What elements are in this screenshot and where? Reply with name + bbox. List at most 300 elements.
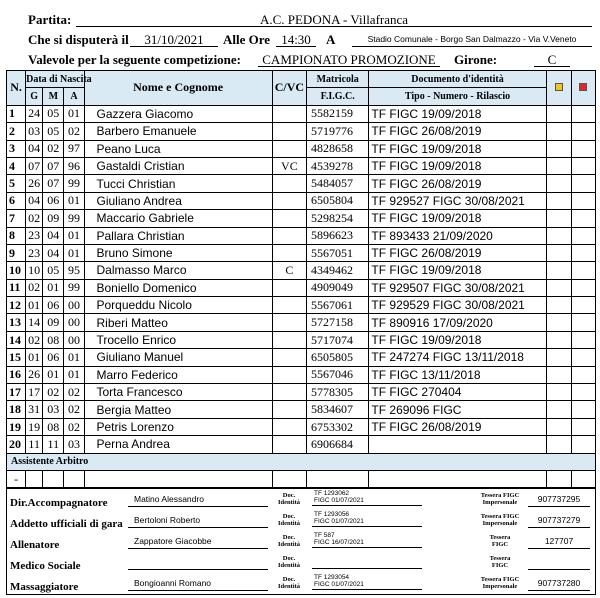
matricola-figc: 5717074 — [306, 331, 368, 348]
birth-month: 01 — [43, 279, 64, 296]
tessera-label-1: Tessera — [489, 555, 511, 562]
player-row — [7, 244, 596, 261]
player-name: Petris Lorenzo — [84, 418, 272, 435]
staff-role: Allenatore — [10, 539, 60, 551]
identity-document: TF 247274 FIGC 13/11/2018 — [369, 349, 546, 366]
tessera-label-1: Tessera FIGC — [480, 576, 520, 583]
matricola-figc: 5896623 — [306, 227, 368, 244]
empty-cell — [272, 470, 306, 487]
date-value: 31/10/2021 — [130, 32, 218, 47]
birth-day: 14 — [26, 314, 43, 331]
birth-day: 01 — [26, 349, 43, 366]
red-card-cell — [571, 279, 595, 296]
birth-year: 02 — [64, 384, 84, 401]
player-name: Gastaldi Cristian — [84, 157, 272, 174]
col-tipo-header: Tipo - Numero - Rilascio — [369, 88, 546, 105]
birth-month: 11 — [43, 436, 64, 453]
player-row — [7, 366, 596, 383]
player-name: Porqueddu Nicolo — [84, 297, 272, 314]
yellow-card-cell — [546, 401, 571, 418]
doc-label — [278, 534, 300, 548]
identity-document: TF FIGC 26/08/2019 — [369, 123, 546, 140]
yellow-card-cell — [546, 384, 571, 401]
player-name: Maccario Gabriele — [84, 210, 272, 227]
birth-year: 01 — [64, 244, 84, 261]
col-matricola-header: Matricola — [306, 71, 368, 88]
doc-value-2: FIGC 01/07/2021 — [314, 497, 364, 504]
col-data-nascita-header: Data di Nascita — [26, 71, 84, 88]
matricola-figc: 5582159 — [306, 105, 368, 122]
players-table — [6, 70, 596, 488]
assistente-label: Assistente Arbitro — [7, 453, 596, 470]
red-card-header — [571, 71, 595, 106]
staff-row — [6, 555, 596, 577]
player-row — [7, 123, 596, 140]
yellow-card-icon — [555, 83, 563, 91]
birth-year: 02 — [64, 401, 84, 418]
red-card-cell — [571, 210, 595, 227]
staff-role: Massaggiatore — [10, 581, 79, 593]
tessera-value: 907737295 — [528, 494, 590, 507]
birth-year: 99 — [64, 210, 84, 227]
player-number: 14 — [7, 331, 26, 348]
birth-year: 00 — [64, 297, 84, 314]
matricola-figc: 5778305 — [306, 384, 368, 401]
identity-document: TF 929529 FIGC 30/08/2021 — [369, 297, 546, 314]
player-name: Barbero Emanuele — [84, 123, 272, 140]
captain-role — [272, 123, 306, 140]
birth-year: 01 — [64, 349, 84, 366]
red-card-cell — [571, 384, 595, 401]
player-name: Dalmasso Marco — [84, 262, 272, 279]
doc-value — [312, 511, 422, 527]
red-card-cell — [571, 349, 595, 366]
birth-month: 04 — [43, 244, 64, 261]
birth-day: 24 — [26, 105, 43, 122]
birth-year: 01 — [64, 192, 84, 209]
birth-day: 03 — [26, 123, 43, 140]
col-n-header: N. — [7, 71, 26, 106]
captain-role — [272, 210, 306, 227]
birth-month: 07 — [43, 175, 64, 192]
birth-month: 02 — [43, 140, 64, 157]
player-row — [7, 192, 596, 209]
captain-role — [272, 227, 306, 244]
player-name: Peano Luca — [84, 140, 272, 157]
birth-year: 02 — [64, 418, 84, 435]
matricola-figc: 5719776 — [306, 123, 368, 140]
birth-year: 02 — [64, 123, 84, 140]
girone-value: C — [534, 52, 570, 67]
captain-role — [272, 384, 306, 401]
captain-role — [272, 349, 306, 366]
matricola-figc: 6906684 — [306, 436, 368, 453]
empty-cell — [369, 470, 546, 487]
doc-label-1: Doc. — [282, 534, 296, 541]
birth-day: 23 — [26, 227, 43, 244]
yellow-card-cell — [546, 418, 571, 435]
doc-label — [278, 492, 300, 506]
partita-label: Partita: — [28, 12, 72, 27]
staff-row — [6, 576, 596, 598]
identity-document: TF FIGC 26/08/2019 — [369, 175, 546, 192]
a-label: A — [326, 32, 336, 47]
competition-line — [0, 52, 600, 69]
identity-document: TF FIGC 13/11/2018 — [369, 366, 546, 383]
captain-role — [272, 140, 306, 157]
disputera-label: Che si disputerà il — [28, 32, 129, 47]
player-row — [7, 436, 596, 453]
staff-role: Addetto ufficiali di gara — [10, 518, 123, 530]
player-name: Tucci Christian — [84, 175, 272, 192]
identity-document: TF 929527 FIGC 30/08/2021 — [369, 192, 546, 209]
captain-role — [272, 418, 306, 435]
identity-document: TF 890916 17/09/2020 — [369, 314, 546, 331]
yellow-card-cell — [546, 366, 571, 383]
player-number: 7 — [7, 210, 26, 227]
red-card-cell — [571, 140, 595, 157]
staff-role: Dir.Accompagnatore — [10, 497, 108, 509]
captain-role — [272, 192, 306, 209]
player-number: 6 — [7, 192, 26, 209]
empty-cell — [43, 470, 64, 487]
red-card-cell — [571, 297, 595, 314]
yellow-card-cell — [546, 123, 571, 140]
birth-month: 08 — [43, 331, 64, 348]
valevole-label: Valevole per la seguente competizione: — [28, 52, 242, 67]
player-name: Perna Andrea — [84, 436, 272, 453]
birth-year: 01 — [64, 227, 84, 244]
birth-month: 03 — [43, 401, 64, 418]
player-number: 2 — [7, 123, 26, 140]
birth-month: 04 — [43, 227, 64, 244]
player-row — [7, 227, 596, 244]
doc-value-1: TF 1293054 — [314, 574, 350, 581]
col-documento-header: Documento d'identità — [369, 71, 546, 88]
birth-year: 96 — [64, 157, 84, 174]
player-number: 17 — [7, 384, 26, 401]
birth-year: 01 — [64, 366, 84, 383]
doc-label — [278, 555, 300, 569]
birth-day: 17 — [26, 384, 43, 401]
tessera-value — [528, 557, 590, 570]
doc-value — [312, 553, 422, 569]
captain-role: VC — [272, 157, 306, 174]
staff-name: Zappatore Giacobbe — [128, 536, 268, 549]
col-a-header: A — [64, 88, 84, 105]
birth-day: 04 — [26, 192, 43, 209]
empty-cell — [546, 470, 571, 487]
staff-row — [6, 534, 596, 556]
player-row — [7, 157, 596, 174]
player-row — [7, 314, 596, 331]
yellow-card-cell — [546, 331, 571, 348]
captain-role — [272, 436, 306, 453]
empty-cell — [306, 470, 368, 487]
player-row — [7, 262, 596, 279]
tessera-label-2: Impersonale — [482, 583, 518, 590]
assistente-n: - — [7, 470, 26, 487]
player-number: 18 — [7, 401, 26, 418]
doc-value-1: TF 1293056 — [314, 511, 350, 518]
col-figc-header: F.I.G.C. — [306, 88, 368, 105]
player-number: 8 — [7, 227, 26, 244]
doc-value-1: TF 1293062 — [314, 490, 350, 497]
yellow-card-cell — [546, 175, 571, 192]
matricola-figc: 5567046 — [306, 366, 368, 383]
identity-document: TF FIGC 19/09/2018 — [369, 262, 546, 279]
birth-day: 07 — [26, 157, 43, 174]
player-name: Bruno Simone — [84, 244, 272, 261]
player-number: 13 — [7, 314, 26, 331]
doc-value — [312, 490, 422, 506]
birth-day: 01 — [26, 297, 43, 314]
player-number: 9 — [7, 244, 26, 261]
red-card-cell — [571, 244, 595, 261]
birth-day: 02 — [26, 210, 43, 227]
yellow-card-cell — [546, 140, 571, 157]
partita-line — [0, 12, 600, 29]
birth-month: 05 — [43, 123, 64, 140]
yellow-card-cell — [546, 227, 571, 244]
birth-month: 05 — [43, 262, 64, 279]
red-card-cell — [571, 418, 595, 435]
staff-row — [6, 513, 596, 535]
player-row — [7, 297, 596, 314]
matricola-figc: 4909049 — [306, 279, 368, 296]
birth-day: 19 — [26, 418, 43, 435]
doc-label-2: Identità — [278, 562, 301, 569]
player-number: 11 — [7, 279, 26, 296]
matricola-figc: 6505805 — [306, 349, 368, 366]
player-name: Marro Federico — [84, 366, 272, 383]
player-name: Pallara Christian — [84, 227, 272, 244]
birth-month: 06 — [43, 192, 64, 209]
red-card-cell — [571, 175, 595, 192]
player-row — [7, 384, 596, 401]
col-m-header: M — [43, 88, 64, 105]
birth-day: 02 — [26, 331, 43, 348]
ore-label: Alle Ore — [223, 32, 271, 47]
red-card-cell — [571, 366, 595, 383]
player-number: 20 — [7, 436, 26, 453]
doc-label-2: Identità — [278, 520, 301, 527]
doc-label — [278, 513, 300, 527]
doc-value — [312, 532, 422, 548]
player-number: 4 — [7, 157, 26, 174]
birth-day: 11 — [26, 436, 43, 453]
doc-label-1: Doc. — [282, 576, 296, 583]
assistente-row — [7, 453, 596, 470]
yellow-card-cell — [546, 210, 571, 227]
tessera-label-1: Tessera FIGC — [480, 492, 520, 499]
staff-role: Medico Sociale — [10, 560, 81, 572]
player-row — [7, 279, 596, 296]
birth-year: 99 — [64, 279, 84, 296]
identity-document: TF FIGC 19/09/2018 — [369, 140, 546, 157]
identity-document: TF 929507 FIGC 30/08/2021 — [369, 279, 546, 296]
empty-cell — [26, 470, 43, 487]
yellow-card-cell — [546, 297, 571, 314]
birth-year: 00 — [64, 331, 84, 348]
player-name: Gazzera Giacomo — [84, 105, 272, 122]
partita-value: A.C. PEDONA - Villafranca — [76, 12, 592, 27]
birth-day: 26 — [26, 366, 43, 383]
staff-name: Matino Alessandro — [128, 494, 268, 507]
matricola-figc: 5298254 — [306, 210, 368, 227]
player-row — [7, 105, 596, 122]
matricola-figc: 5567051 — [306, 244, 368, 261]
doc-label-2: Identità — [278, 541, 301, 548]
col-nome-header: Nome e Cognome — [84, 71, 272, 106]
player-number: 3 — [7, 140, 26, 157]
col-g-header: G — [26, 88, 43, 105]
matricola-figc: 4539278 — [306, 157, 368, 174]
staff-row — [6, 492, 596, 514]
identity-document: TF FIGC 19/09/2018 — [369, 331, 546, 348]
player-row — [7, 331, 596, 348]
player-number: 1 — [7, 105, 26, 122]
captain-role — [272, 105, 306, 122]
captain-role — [272, 297, 306, 314]
player-row — [7, 175, 596, 192]
captain-role — [272, 331, 306, 348]
time-value: 14:30 — [276, 32, 316, 47]
doc-value-2: FIGC 01/07/2021 — [314, 518, 364, 525]
captain-role — [272, 314, 306, 331]
yellow-card-cell — [546, 157, 571, 174]
yellow-card-cell — [546, 262, 571, 279]
birth-month: 01 — [43, 366, 64, 383]
player-name: Giuliano Manuel — [84, 349, 272, 366]
birth-day: 26 — [26, 175, 43, 192]
birth-day: 04 — [26, 140, 43, 157]
empty-cell — [64, 470, 84, 487]
tessera-label — [474, 576, 526, 590]
player-number: 19 — [7, 418, 26, 435]
doc-value-2: FIGC 16/07/2021 — [314, 539, 364, 546]
doc-value-2: FIGC 01/07/2021 — [314, 581, 364, 588]
birth-month: 07 — [43, 157, 64, 174]
birth-year: 03 — [64, 436, 84, 453]
matricola-figc: 4349462 — [306, 262, 368, 279]
yellow-card-cell — [546, 279, 571, 296]
identity-document — [369, 436, 546, 453]
red-card-cell — [571, 157, 595, 174]
identity-document: TF 269096 FIGC — [369, 401, 546, 418]
player-number: 15 — [7, 349, 26, 366]
identity-document: TF 893433 21/09/2020 — [369, 227, 546, 244]
header-row-1 — [7, 71, 596, 88]
red-card-icon — [579, 83, 587, 91]
tessera-label-2: Impersonale — [482, 499, 518, 506]
doc-label-2: Identità — [278, 583, 301, 590]
birth-year: 95 — [64, 262, 84, 279]
captain-role: C — [272, 262, 306, 279]
red-card-cell — [571, 262, 595, 279]
yellow-card-cell — [546, 436, 571, 453]
date-line — [0, 32, 600, 49]
empty-cell — [84, 470, 272, 487]
doc-label-1: Doc. — [282, 513, 296, 520]
red-card-cell — [571, 192, 595, 209]
player-name: Trocello Enrico — [84, 331, 272, 348]
birth-year: 00 — [64, 314, 84, 331]
identity-document: TF FIGC 26/08/2019 — [369, 418, 546, 435]
staff-name: Bongioanni Romano — [128, 578, 268, 591]
tessera-label-1: Tessera — [489, 534, 511, 541]
birth-year: 97 — [64, 140, 84, 157]
player-row — [7, 210, 596, 227]
doc-label-1: Doc. — [282, 492, 296, 499]
birth-month: 09 — [43, 210, 64, 227]
birth-day: 10 — [26, 262, 43, 279]
doc-label — [278, 576, 300, 590]
birth-month: 06 — [43, 297, 64, 314]
matricola-figc: 6505804 — [306, 192, 368, 209]
doc-label-1: Doc. — [282, 555, 296, 562]
identity-document: TF FIGC 19/09/2018 — [369, 105, 546, 122]
col-cvc-header: C/VC — [272, 71, 306, 106]
captain-role — [272, 244, 306, 261]
birth-year: 99 — [64, 175, 84, 192]
player-name: Torta Francesco — [84, 384, 272, 401]
player-number: 5 — [7, 175, 26, 192]
tessera-label-2: FIGC — [491, 541, 509, 548]
venue-value: Stadio Comunale - Borgo San Dalmazzo - Via V.Veneto — [352, 32, 592, 47]
identity-document: TF FIGC 19/09/2018 — [369, 210, 546, 227]
player-name: Riberi Matteo — [84, 314, 272, 331]
tessera-label-2: Impersonale — [482, 520, 518, 527]
birth-day: 23 — [26, 244, 43, 261]
identity-document: TF FIGC 270404 — [369, 384, 546, 401]
red-card-cell — [571, 401, 595, 418]
assistente-entry-row — [7, 470, 596, 487]
captain-role — [272, 175, 306, 192]
staff-name — [128, 557, 268, 570]
player-row — [7, 401, 596, 418]
red-card-cell — [571, 436, 595, 453]
player-name: Boniello Domenico — [84, 279, 272, 296]
birth-month: 02 — [43, 384, 64, 401]
matricola-figc: 5727158 — [306, 314, 368, 331]
player-row — [7, 349, 596, 366]
player-name: Bergia Matteo — [84, 401, 272, 418]
birth-day: 31 — [26, 401, 43, 418]
captain-role — [272, 279, 306, 296]
yellow-card-cell — [546, 244, 571, 261]
red-card-cell — [571, 314, 595, 331]
birth-month: 06 — [43, 349, 64, 366]
red-card-cell — [571, 227, 595, 244]
red-card-cell — [571, 105, 595, 122]
tessera-value: 907737280 — [528, 578, 590, 591]
red-card-cell — [571, 123, 595, 140]
player-row — [7, 418, 596, 435]
tessera-label — [474, 513, 526, 527]
identity-document: TF FIGC 19/09/2018 — [369, 157, 546, 174]
girone-label: Girone: — [454, 52, 498, 67]
tessera-label-2: FIGC — [491, 562, 509, 569]
yellow-card-cell — [546, 349, 571, 366]
doc-label-2: Identità — [278, 499, 301, 506]
captain-role — [272, 366, 306, 383]
matricola-figc: 5567061 — [306, 297, 368, 314]
player-number: 16 — [7, 366, 26, 383]
yellow-card-cell — [546, 105, 571, 122]
yellow-card-cell — [546, 314, 571, 331]
birth-month: 09 — [43, 314, 64, 331]
